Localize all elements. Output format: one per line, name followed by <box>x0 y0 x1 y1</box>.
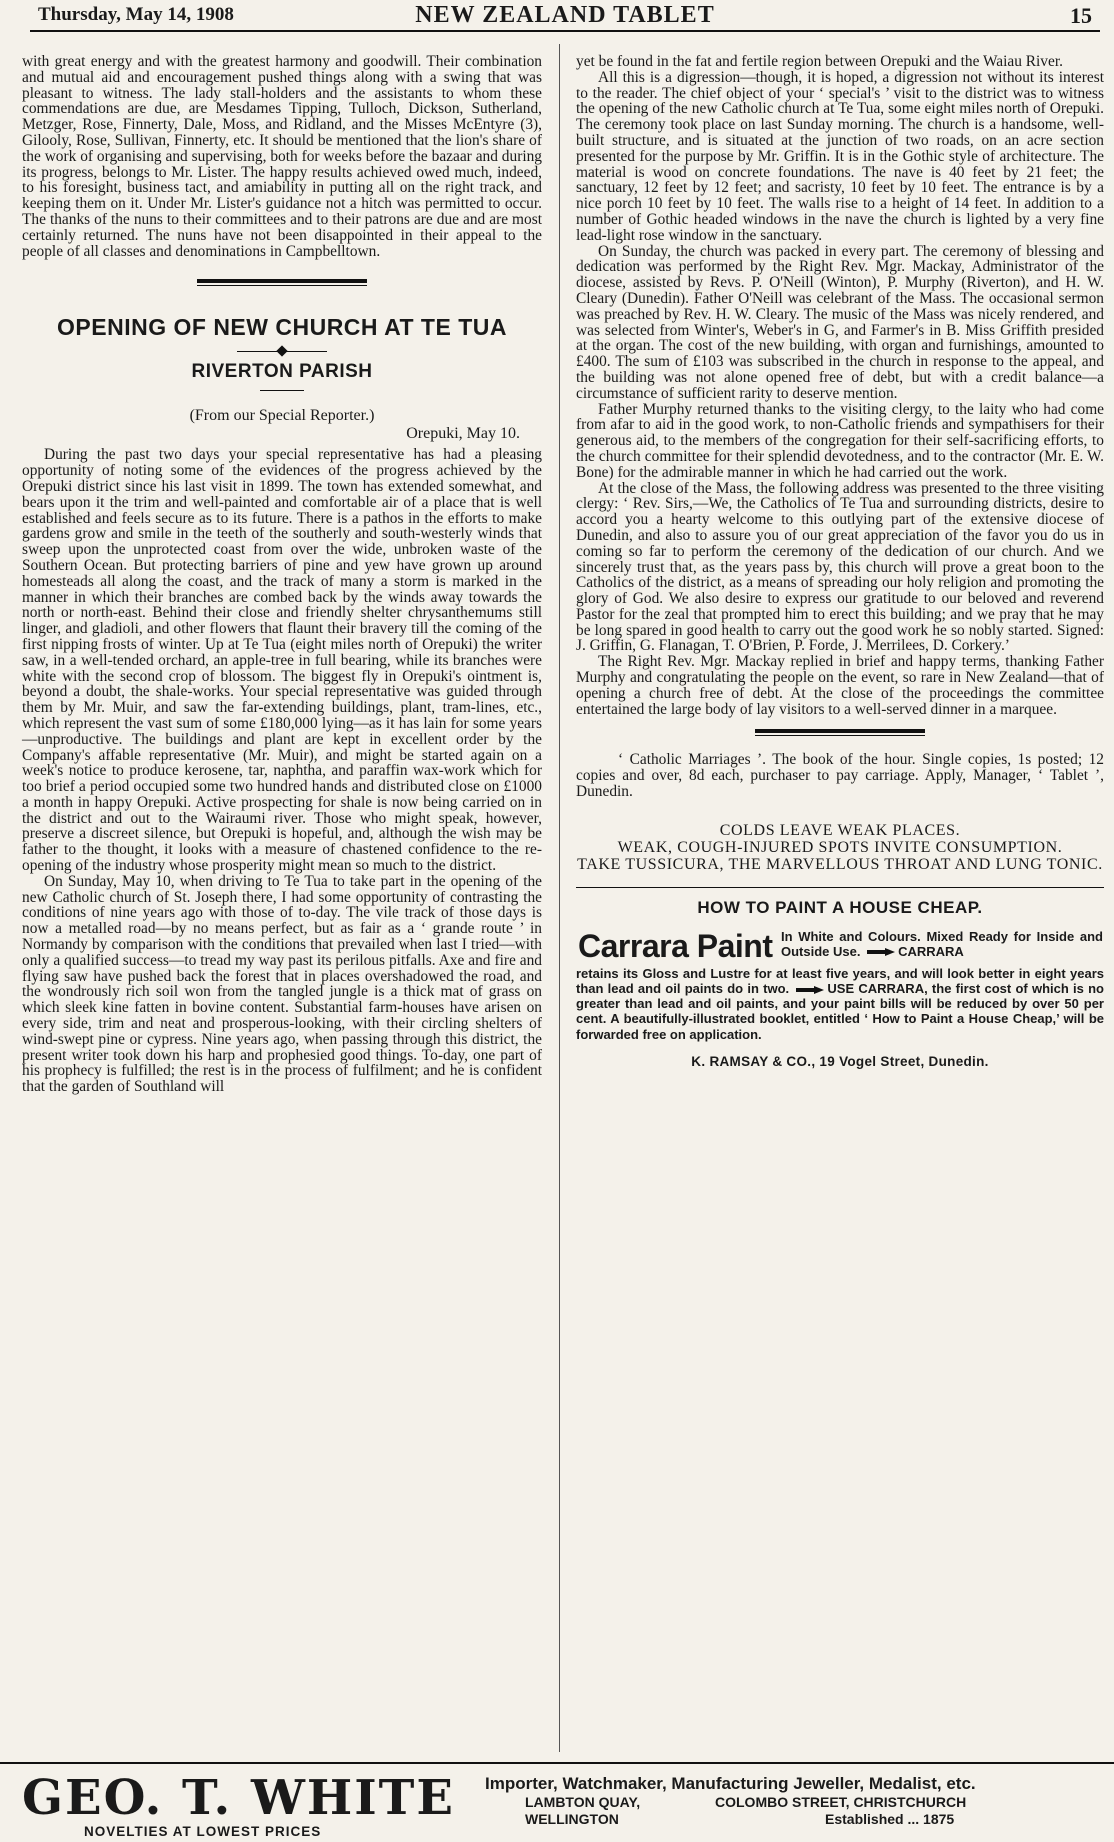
article-byline: (From our Special Reporter.) <box>189 407 375 425</box>
christchurch-address: COLOMBO STREET, CHRISTCHURCH <box>715 1794 967 1810</box>
carrara-body: retains its Gloss and Lustre for at least five years, and will look better in eight years than lead and oil paints do in two. USE CARRARA, the first cost of which is no greater than lead and oil paints, and your paint bills will be reduced by over 50 per cent. A beautifully-illustrated booklet, entitled ‘ How to Paint a House Cheap,’ will be forwarded free on application. <box>576 965 1104 1042</box>
colds-line-1: COLDS LEAVE WEAK PLACES. <box>719 821 961 839</box>
carrara-side-text: In White and Colours. Mixed Ready for Inside and Outside Use. CARRARA <box>781 928 1103 959</box>
article-headline: OPENING OF NEW CHURCH AT TE TUA <box>57 314 507 341</box>
paint-ad-heading: HOW TO PAINT A HOUSE CHEAP. <box>697 897 983 917</box>
white-tagline: NOVELTIES AT LOWEST PRICES <box>84 1824 322 1839</box>
white-name: GEO. T. WHITE <box>22 1770 455 1826</box>
right-column <box>576 54 1104 1069</box>
column-divider <box>559 44 560 1752</box>
colds-line-3: TAKE TUSSICURA, THE MARVELLOUS THROAT AND LUNG TONIC. <box>577 855 1103 873</box>
left-column <box>22 54 542 1095</box>
carrara-paint-ad <box>576 898 1104 1069</box>
article-dateline: Orepuki, May 10. <box>406 425 520 443</box>
article-paragraph: Father Murphy returned thanks to the visiting clergy, to the laity who had come from afar to aid in the good work, to non-Catholic friends and sympathisers for their generous aid, to the members of the congregation for their self-sacrificing efforts, to the church committee for their splendid devotedness, and to the contractor (Mr. E. W. Bone) for the admirable manner in which he had carried out the work. <box>576 400 1104 481</box>
article-subheadline: RIVERTON PARISH <box>191 361 373 383</box>
article-paragraph: During the past two days your special representative has had a pleasing opportunity of noting some of the evidences of the progress achieved by the Orepuki district since his last visit in 1899. The town has extended somewhat, and bears upon it the trim and well-painted and comfortable air of a place that is well established and feels secure as to its future. There is a pathos in the efforts to make gardens grow and smile in the teeth of the southerly and south-westerly winds that sweep upon the unprotected coast from over the wide, unbroken waste of the Southern Ocean. But protecting barriers of pine and yew have grown up around homesteads all along the coast, and the track of many a storm is marked in the manner in which their branches are combed back by the winds away towards the north or north-east. Behind their close and friendly shelter chrysanthemums still linger, and gladioli, and other flowers that flaunt their bravery till the coming of the first nipping frosts of winter. Up at Te Tua (eight miles north of Orepuki) the writer saw, in a well-tended orchard, an apple-tree in full bearing, while its branches were white with the second crop of blossom. The biggest fly in Orepuki's ointment is, beyond a doubt, the shale-works. Your special representative was guided through them by Mr. Muir, and saw the far-extending buildings, plant, tram-lines, etc., which represent the vast sum of some £180,000 lying—as it has lain for some years—unproductive. The buildings and plant are kept in excellent order by the Company's affable representative (Mr. Muir), and might be started again on a week's notice to produce kerosene, tar, naphtha, and paraffin wax-work which for too brief a period occupied some two hundred hands and distributed close on £1000 a month in happy Orepuki. Active prospecting for shale is now being carried on in the district and out to the Wairaumi river. Those who might speak, however, preserve a discreet silence, but Orepuki is hopeful, and, although the wish may be father to the thought, it looks with a measure of chastened confidence to the re-opening of the industry whose prosperity might mean so much to the district. <box>22 446 542 875</box>
pointing-hand-icon <box>867 948 895 956</box>
wellington-address-line-2: WELLINGTON <box>525 1811 619 1827</box>
carrara-brand: Carrara Paint <box>578 927 773 964</box>
bazaar-paragraph: with great energy and with the greatest harmony and goodwill. Their combination and mutual aid and encouragement pushed things along with a swing that was pleasant to witness. The lady stall-holders and the assistants to whom these commendations are due, are Mesdames Tipping, Tulloch, Dickson, Sutherland, Metzger, Rose, Finnerty, Dale, Moss, and Ridland, and the Misses McEntyre (3), Gilooly, Rose, Sullivan, Finnerty, etc. It should be mentioned that the lion's share of the work of organising and supervising, both for weeks before the bazaar and during its progress, belongs to Mr. Lister. The happy results achieved owed much, indeed, to his foresight, business tact, and amiability in putting all on the right track, and keeping them on it. Under Mr. Lister's guidance not a hitch was permitted to occur. The thanks of the nuns to their committees and to their patrons are due and are most certainly returned. The nuns have not been disappointed in their appeal to the people of all classes and denominations in Campbelltown. <box>22 53 542 260</box>
article-paragraph: On Sunday, May 10, when driving to Te Tua to take part in the opening of the new Catholic church of St. Joseph there, I had some opportunity of contrasting the conditions of nine years ago with those of to-day. The vile track of those days is now a metalled road—by no means perfect, but as fair as a ‘ grande route ’ in Normandy by comparison with the conditions that prevailed when last I tried—with only a qualified success—to tread my way past its perilous pitfalls. Axe and fire and flying saw have pushed back the forest that in places overshadowed the road, and the wondrously rich soil won from the tangled jungle is a thick mat of grass on which sleek kine fatten in bovine content. Substantial farm-houses have arisen on every side, trim and neat and prosperous-looking, with their circling shelters of wind-swept pine or cypress. Nine years ago, when passing through this district, the present writer took down his harp and prophesied good things. To-day, one part of his prophecy is fulfilled; the rest is in the process of fulfilment; and he is confident that the garden of Southland will <box>22 872 542 1096</box>
article-paragraph: On Sunday, the church was packed in every part. The ceremony of blessing and dedication was performed by the Right Rev. Mgr. Mackay, Administrator of the diocese, assisted by Revs. P. O'Neill (Winton), P. Murphy (Riverton), and H. W. Cleary (Dunedin). Father O'Neill was celebrant of the Mass. The occasional sermon was preached by Rev. H. W. Cleary. The music of the Mass was nicely rendered, and was selected from Winter's, Weber's in G, and Farmer's in B. Miss Griffith presided at the organ. The cost of the new building, with organ and furnishings, amounted to £400. The sum of £103 was subscribed in the church in response to the appeal, and the building was not alone opened free of debt, but with a credit balance—a circumstance of sufficient rarity to deserve mention. <box>576 242 1104 402</box>
issue-date: Thursday, May 14, 1908 <box>38 4 234 25</box>
running-header <box>30 2 1100 32</box>
notice-text: ‘ Catholic Marriages ’. The book of the hour. Single copies, 1s posted; 12 copies and over, 8d each, purchaser to pay carriage. Apply, Manager, ‘ Tablet ’, Dunedin. <box>576 751 1104 801</box>
masthead-title: NEW ZEALAND TABLET <box>415 2 715 28</box>
colds-line-2: WEAK, COUGH-INJURED SPOTS INVITE CONSUMPTION. <box>617 838 1063 856</box>
pointing-hand-icon <box>796 986 824 994</box>
tussicura-ad <box>576 822 1104 873</box>
page-number: 15 <box>1070 3 1092 28</box>
section-divider <box>755 729 925 736</box>
diamond-ornament <box>237 347 327 357</box>
article-paragraph: All this is a digression—though, it is hoped, a digression not without its interest to the reader. The chief object of your ‘ special's ’ visit to the district was to witness the opening of the new Catholic church at Te Tua, some eight miles north of Orepuki. The ceremony took place on last Sunday morning. The church is a handsome, well-built structure, and is situated at the junction of two roads, on an acre section presented for the purpose by Mr. Griffin. It is in the Gothic style of architecture. The material is wood on concrete foundations. The nave is 40 feet by 21 feet; the sanctuary, 12 feet by 12 feet; and sacristy, 10 feet by 10 feet. The entrance is by a nice porch 10 feet by 10 feet. The walls rise to a height of 14 feet. In addition to a number of Gothic headed windows in the nave the church is lighted by a very fine lead-light rose window in the sanctuary. <box>576 68 1104 244</box>
article-paragraph: yet be found in the fat and fertile region between Orepuki and the Waiau River. <box>576 53 1063 70</box>
catholic-marriages-notice <box>576 752 1104 799</box>
geo-t-white-ad <box>0 1762 1114 1842</box>
article-paragraph: The Right Rev. Mgr. Mackay replied in brief and happy terms, thanking Father Murphy and congratulating the people on the event, so rare in New Zealand—that of opening a church free of debt. At the close of the proceedings the committee entertained the large body of lay visitors to a well-served dinner in a marquee. <box>576 653 1104 718</box>
section-divider <box>197 279 367 286</box>
established-year: Established ... 1875 <box>825 1811 955 1827</box>
article-paragraph: At the close of the Mass, the following address was presented to the three visiting clergy: ‘ Rev. Sirs,—We, the Catholics of Te Tua and surrounding districts, desire to accord you a hearty welcome to this outlying part of the extensive diocese of Dunedin, and also to assure you of our great appreciation of the favor you do us in coming so far to perform the ceremony of the dedication of our church. And we sincerely trust that, as the years pass by, this church will prove a great boon to the Catholics of the district, as a means of spreading our holy religion and promoting the glory of God. We also desire to express our gratitude to our beloved and reverend Pastor for the zeal that prompted him to erect this building; and we pray that he may be long spared in good health to carry out the good work he so nobly started. Signed: J. Griffin, G. Flanagan, T. O'Brien, P. Forde, J. Merrilees, D. Corkery.’ <box>576 479 1104 655</box>
carrara-address: K. RAMSAY & CO., 19 Vogel Street, Dunedin. <box>691 1053 989 1069</box>
wellington-address-line-1: LAMBTON QUAY, <box>525 1794 641 1810</box>
white-trades: Importer, Watchmaker, Manufacturing Jeweller, Medalist, etc. <box>485 1774 976 1793</box>
